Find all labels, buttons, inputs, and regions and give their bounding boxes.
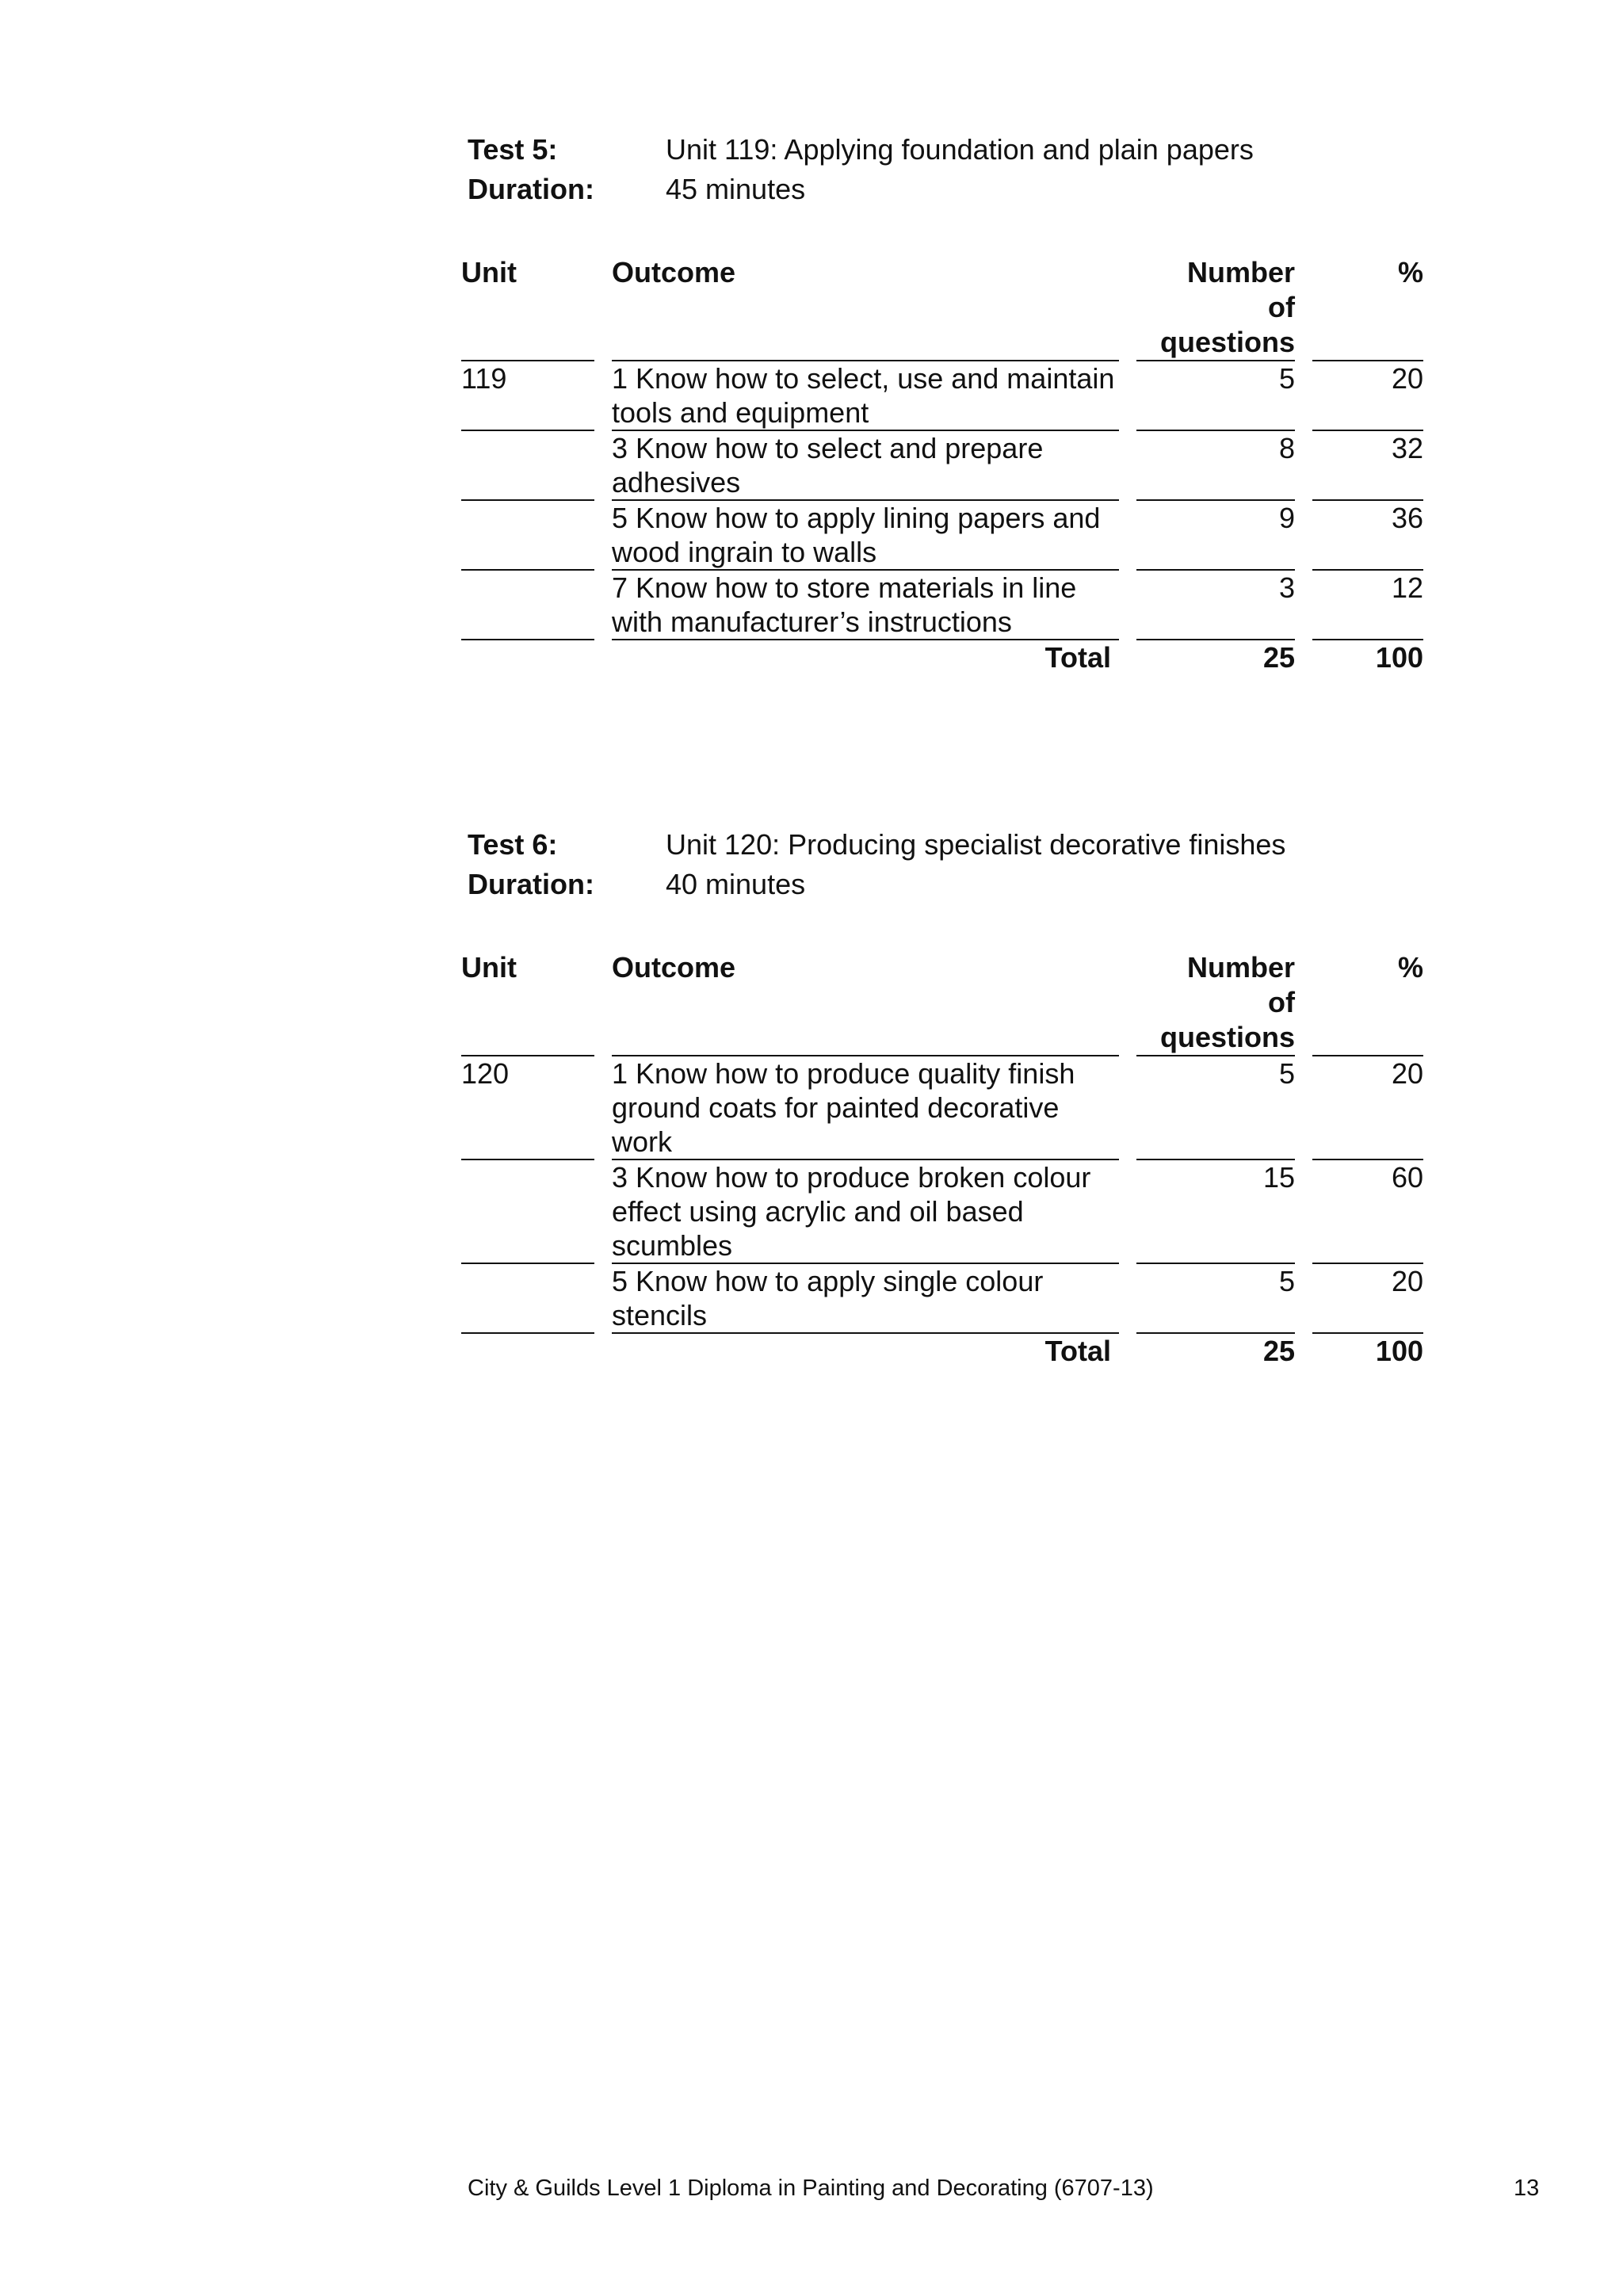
test-5-outcome-table	[461, 255, 1423, 675]
table-header-row	[461, 950, 1423, 1056]
test-6-header	[468, 825, 1419, 904]
table-row	[461, 571, 1423, 640]
total-label: Total	[1044, 641, 1111, 674]
unit-cell	[461, 501, 594, 571]
table-row	[461, 361, 1423, 431]
total-row	[461, 640, 1423, 675]
page-footer: City & Guilds Level 1 Diploma in Painting and Decorating (6707-13)	[468, 2176, 1154, 2201]
header-percent: %	[1312, 255, 1423, 361]
unit-cell	[461, 571, 594, 640]
percent-cell: 20	[1312, 1056, 1423, 1160]
percent-cell: 36	[1312, 501, 1423, 571]
number-cell: 8	[1136, 431, 1295, 501]
number-cell: 5	[1136, 361, 1295, 431]
number-cell: 9	[1136, 501, 1295, 571]
duration-value: 40 minutes	[666, 868, 806, 900]
percent-cell: 12	[1312, 571, 1423, 640]
header-outcome: Outcome	[612, 255, 1119, 361]
percent-cell: 20	[1312, 361, 1423, 431]
outcome-cell: 7 Know how to store materials in line with manufacturer’s instructions	[612, 571, 1119, 640]
unit-cell: 119	[461, 361, 594, 431]
test-title-row	[468, 825, 1419, 865]
table-row	[461, 1056, 1423, 1160]
unit-cell	[461, 1264, 594, 1334]
percent-cell: 32	[1312, 431, 1423, 501]
number-cell: 3	[1136, 571, 1295, 640]
table-row	[461, 1160, 1423, 1264]
duration-label: Duration:	[468, 173, 594, 205]
total-number: 25	[1262, 1335, 1295, 1367]
header-number-of-questions: Number of questions	[1136, 950, 1295, 1056]
header-unit: Unit	[461, 950, 594, 1056]
unit-cell	[461, 1160, 594, 1264]
outcome-cell: 3 Know how to produce broken colour effect using acrylic and oil based scumbles	[612, 1160, 1119, 1264]
header-outcome: Outcome	[612, 950, 1119, 1056]
total-label: Total	[1044, 1335, 1111, 1367]
total-row	[461, 1334, 1423, 1369]
number-cell: 5	[1136, 1056, 1295, 1160]
test-label: Test 6:	[468, 828, 558, 861]
table-row	[461, 501, 1423, 571]
outcome-cell: 5 Know how to apply single colour stencils	[612, 1264, 1119, 1334]
test-title-row	[468, 130, 1419, 170]
total-number: 25	[1262, 641, 1295, 674]
duration-row	[468, 865, 1419, 904]
header-unit: Unit	[461, 255, 594, 361]
percent-cell: 20	[1312, 1264, 1423, 1334]
duration-value: 45 minutes	[666, 173, 806, 205]
page-number: 13	[1514, 2176, 1540, 2201]
unit-cell: 120	[461, 1056, 594, 1160]
duration-label: Duration:	[468, 868, 594, 900]
outcome-cell: 3 Know how to select and prepare adhesives	[612, 431, 1119, 501]
test-unit-title: Unit 119: Applying foundation and plain papers	[666, 133, 1254, 166]
number-cell: 5	[1136, 1264, 1295, 1334]
table-header-row	[461, 255, 1423, 361]
header-number-of-questions: Number of questions	[1136, 255, 1295, 361]
unit-cell	[461, 431, 594, 501]
table-row	[461, 1264, 1423, 1334]
total-percent: 100	[1375, 1335, 1423, 1367]
header-percent: %	[1312, 950, 1423, 1056]
outcome-cell: 1 Know how to select, use and maintain tools and equipment	[612, 361, 1119, 431]
test-unit-title: Unit 120: Producing specialist decorative finishes	[666, 828, 1286, 861]
outcome-cell: 1 Know how to produce quality finish ground coats for painted decorative work	[612, 1056, 1119, 1160]
table-row	[461, 431, 1423, 501]
test-label: Test 5:	[468, 133, 558, 166]
test-5-header	[468, 130, 1419, 209]
duration-row	[468, 170, 1419, 209]
test-6-outcome-table	[461, 950, 1423, 1369]
percent-cell: 60	[1312, 1160, 1423, 1264]
number-cell: 15	[1136, 1160, 1295, 1264]
outcome-cell: 5 Know how to apply lining papers and wood ingrain to walls	[612, 501, 1119, 571]
total-percent: 100	[1375, 641, 1423, 674]
